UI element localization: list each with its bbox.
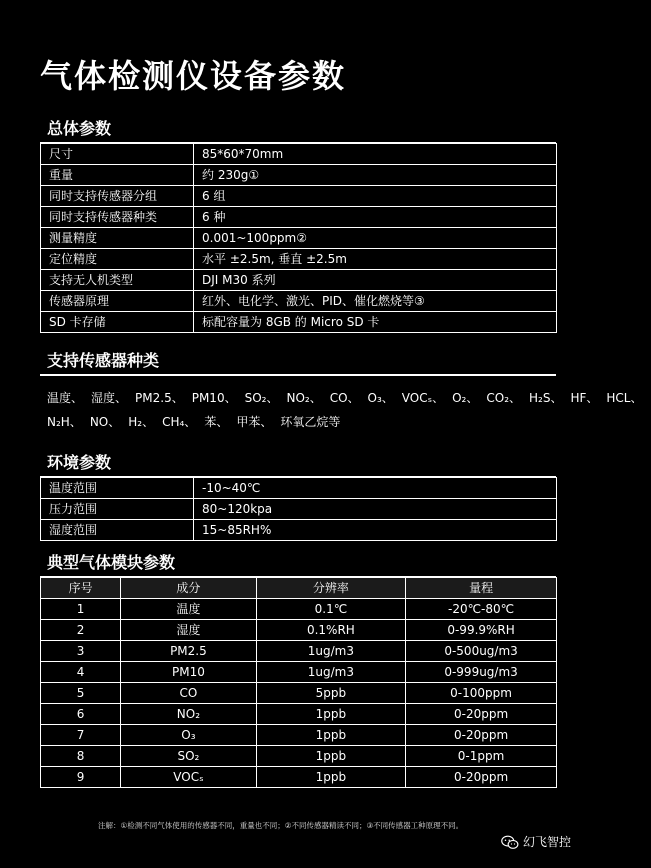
component-cell: O₃ xyxy=(121,725,257,746)
row-number-cell: 3 xyxy=(41,641,121,662)
table-row xyxy=(41,599,557,620)
component-cell: SO₂ xyxy=(121,746,257,767)
component-cell: VOCₛ xyxy=(121,767,257,788)
table-row xyxy=(41,746,557,767)
sensor-type: 甲苯、 xyxy=(236,415,273,429)
row-number-cell: 7 xyxy=(41,725,121,746)
range-cell: -20℃-80℃ xyxy=(406,599,557,620)
param-value: DJI M30 系列 xyxy=(194,270,557,291)
section-environment-heading: 环境参数 xyxy=(47,453,112,472)
param-label: 定位精度 xyxy=(41,249,194,270)
table-row xyxy=(41,704,557,725)
param-row xyxy=(41,186,557,207)
sensor-type: PM2.5、 xyxy=(135,391,184,405)
resolution-cell: 1ug/m3 xyxy=(256,641,405,662)
section-modules-heading: 典型气体模块参数 xyxy=(47,553,176,572)
sensor-type: O₃、 xyxy=(367,391,394,405)
wechat-icon xyxy=(501,835,519,850)
row-number-cell: 2 xyxy=(41,620,121,641)
sensor-type: NO、 xyxy=(89,415,121,429)
sensor-types-list xyxy=(47,386,643,434)
sensor-type: N₂H、 xyxy=(47,415,82,429)
component-cell: PM2.5 xyxy=(121,641,257,662)
gas-modules-table xyxy=(40,577,557,788)
sensor-type: O₂、 xyxy=(452,391,479,405)
sensor-type: H₂、 xyxy=(128,415,155,429)
sensor-type: 湿度、 xyxy=(91,391,128,405)
watermark xyxy=(501,833,571,851)
sensor-type: NO₂、 xyxy=(286,391,322,405)
general-params-table xyxy=(40,143,557,333)
resolution-cell: 1ppb xyxy=(256,704,405,725)
param-row xyxy=(41,207,557,228)
resolution-cell: 0.1%RH xyxy=(256,620,405,641)
section-general-heading: 总体参数 xyxy=(47,119,112,138)
sensor-type: H₂S、 xyxy=(529,391,563,405)
param-value: 红外、电化学、激光、PID、催化燃烧等③ xyxy=(194,291,557,312)
component-cell: PM10 xyxy=(121,662,257,683)
param-value: 6 组 xyxy=(194,186,557,207)
param-label: 温度范围 xyxy=(41,478,194,499)
sensor-type: HCL、 xyxy=(606,391,643,405)
param-label: 同时支持传感器分组 xyxy=(41,186,194,207)
table-row xyxy=(41,725,557,746)
sensor-type: VOCₛ、 xyxy=(401,391,445,405)
sensor-line xyxy=(47,386,643,410)
environment-params-table xyxy=(40,477,557,541)
param-label: 重量 xyxy=(41,165,194,186)
column-header: 成分 xyxy=(121,578,257,599)
row-number-cell: 6 xyxy=(41,704,121,725)
column-header: 序号 xyxy=(41,578,121,599)
sensor-type: 环氧乙烷等 xyxy=(280,415,341,429)
sensor-type: CH₄、 xyxy=(162,415,197,429)
param-label: 测量精度 xyxy=(41,228,194,249)
range-cell: 0-20ppm xyxy=(406,704,557,725)
column-header: 量程 xyxy=(406,578,557,599)
param-value: 约 230g① xyxy=(194,165,557,186)
param-row xyxy=(41,165,557,186)
row-number-cell: 5 xyxy=(41,683,121,704)
resolution-cell: 1ug/m3 xyxy=(256,662,405,683)
resolution-cell: 0.1℃ xyxy=(256,599,405,620)
row-number-cell: 4 xyxy=(41,662,121,683)
param-row xyxy=(41,520,557,541)
row-number-cell: 1 xyxy=(41,599,121,620)
range-cell: 0-20ppm xyxy=(406,725,557,746)
resolution-cell: 1ppb xyxy=(256,746,405,767)
sensor-type: CO₂、 xyxy=(486,391,522,405)
section-sensors-heading: 支持传感器种类 xyxy=(47,351,160,370)
param-label: SD 卡存储 xyxy=(41,312,194,333)
sensor-type: CO、 xyxy=(329,391,360,405)
sensor-type: SO₂、 xyxy=(244,391,279,405)
component-cell: 温度 xyxy=(121,599,257,620)
range-cell: 0-500ug/m3 xyxy=(406,641,557,662)
param-value: 标配容量为 8GB 的 Micro SD 卡 xyxy=(194,312,557,333)
watermark-text: 幻飞智控 xyxy=(523,835,572,849)
divider xyxy=(40,374,556,376)
sensor-type: HF、 xyxy=(570,391,599,405)
row-number-cell: 8 xyxy=(41,746,121,767)
range-cell: 0-999ug/m3 xyxy=(406,662,557,683)
param-row xyxy=(41,291,557,312)
param-label: 支持无人机类型 xyxy=(41,270,194,291)
resolution-cell: 1ppb xyxy=(256,767,405,788)
param-row xyxy=(41,228,557,249)
resolution-cell: 1ppb xyxy=(256,725,405,746)
param-row xyxy=(41,144,557,165)
param-row xyxy=(41,249,557,270)
table-row xyxy=(41,620,557,641)
param-row xyxy=(41,478,557,499)
range-cell: 0-99.9%RH xyxy=(406,620,557,641)
sensor-line xyxy=(47,410,559,434)
range-cell: 0-100ppm xyxy=(406,683,557,704)
table-row xyxy=(41,683,557,704)
page-title: 气体检测仪设备参数 xyxy=(40,57,347,95)
param-value: -10~40℃ xyxy=(194,478,557,499)
param-row xyxy=(41,312,557,333)
component-cell: CO xyxy=(121,683,257,704)
component-cell: NO₂ xyxy=(121,704,257,725)
column-header: 分辨率 xyxy=(256,578,405,599)
sensor-type: 温度、 xyxy=(47,391,84,405)
param-value: 0.001~100ppm② xyxy=(194,228,557,249)
row-number-cell: 9 xyxy=(41,767,121,788)
param-value: 85*60*70mm xyxy=(194,144,557,165)
param-value: 80~120kpa xyxy=(194,499,557,520)
table-row xyxy=(41,767,557,788)
param-label: 尺寸 xyxy=(41,144,194,165)
sensor-type: PM10、 xyxy=(191,391,237,405)
param-label: 湿度范围 xyxy=(41,520,194,541)
resolution-cell: 5ppb xyxy=(256,683,405,704)
param-label: 压力范围 xyxy=(41,499,194,520)
footnote: 注解：①检测不同气体使用的传感器不同，重量也不同；②不同传感器精读不同；③不同传感器工种原理不同。 xyxy=(98,821,464,830)
param-value: 水平 ±2.5m, 垂直 ±2.5m xyxy=(194,249,557,270)
param-row xyxy=(41,499,557,520)
table-row xyxy=(41,641,557,662)
range-cell: 0-20ppm xyxy=(406,767,557,788)
sensor-type: 苯、 xyxy=(204,415,229,429)
table-row xyxy=(41,662,557,683)
param-label: 传感器原理 xyxy=(41,291,194,312)
param-value: 15~85RH% xyxy=(194,520,557,541)
range-cell: 0-1ppm xyxy=(406,746,557,767)
component-cell: 湿度 xyxy=(121,620,257,641)
param-value: 6 种 xyxy=(194,207,557,228)
param-row xyxy=(41,270,557,291)
param-label: 同时支持传感器种类 xyxy=(41,207,194,228)
table-header-row xyxy=(41,578,557,599)
